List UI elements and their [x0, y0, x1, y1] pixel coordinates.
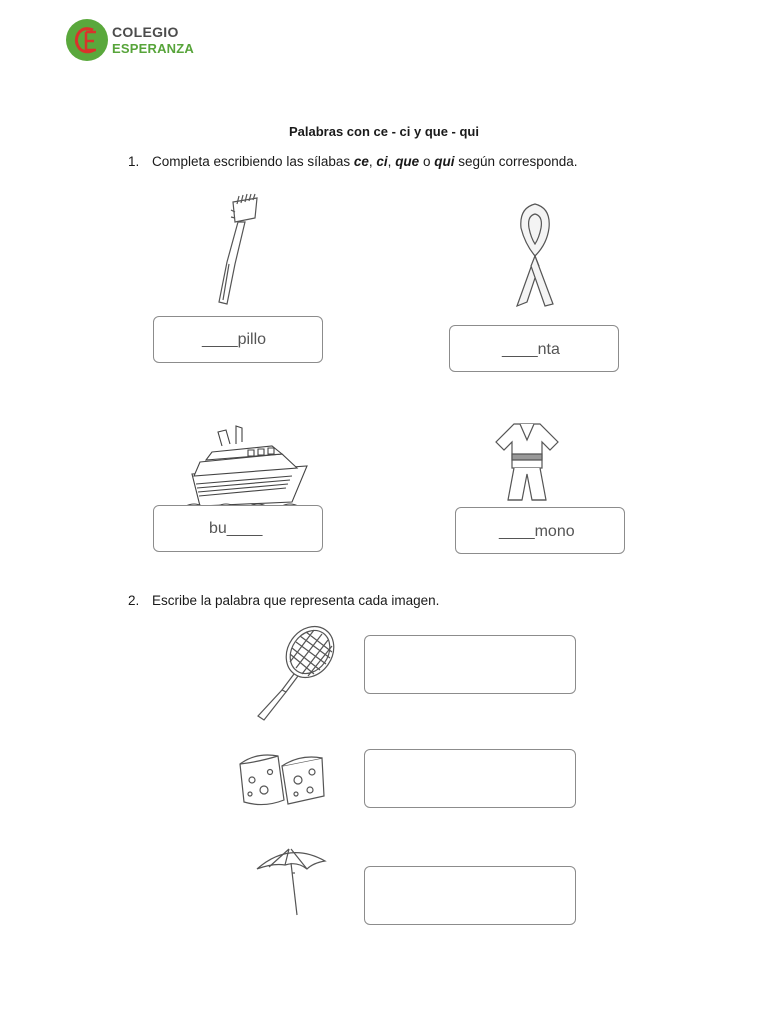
- instruction-text: Escribe la palabra que representa cada imagen.: [152, 593, 440, 608]
- instruction-text-part: Completa escribiendo las sílabas: [152, 154, 354, 169]
- logo-text-esperanza: ESPERANZA: [112, 41, 194, 56]
- instruction-2: [128, 593, 648, 611]
- syllable-ce: ce: [353, 154, 369, 169]
- answer-box-cheese[interactable]: [364, 749, 576, 808]
- instruction-text-part: según corresponda.: [454, 154, 578, 169]
- syllable-que: que: [395, 154, 420, 169]
- answer-box-kimono[interactable]: [455, 507, 625, 554]
- separator: ,: [387, 154, 396, 169]
- answer-box-ship[interactable]: [153, 505, 323, 552]
- worksheet-title: Palabras con ce - ci y que - qui: [288, 124, 479, 139]
- separator: o: [419, 154, 435, 169]
- umbrella-icon: [255, 843, 327, 919]
- word-cepillo: ____pillo: [202, 331, 267, 348]
- logo-monogram-icon: [70, 23, 104, 57]
- answer-box-ribbon[interactable]: [449, 325, 619, 372]
- word-buque: bu____: [209, 520, 263, 537]
- syllable-ci: ci: [376, 154, 388, 169]
- instruction-number: 2.: [128, 593, 140, 608]
- logo-text-colegio: COLEGIO: [112, 24, 179, 40]
- ship-icon: [182, 424, 317, 514]
- kimono-icon: [492, 418, 562, 506]
- racket-icon: [250, 624, 340, 724]
- instruction-text: [152, 154, 578, 169]
- word-kimono: ____mono: [499, 523, 575, 540]
- toothbrush-icon: [205, 192, 265, 307]
- instruction-1: [128, 154, 648, 172]
- ribbon-icon: [505, 198, 565, 310]
- separator: ,: [368, 154, 377, 169]
- answer-box-racket[interactable]: [364, 635, 576, 694]
- school-logo: [66, 19, 196, 65]
- word-cinta: ____nta: [502, 341, 560, 358]
- instruction-number: 1.: [128, 154, 140, 169]
- answer-box-umbrella[interactable]: [364, 866, 576, 925]
- cheese-icon: [236, 750, 328, 808]
- answer-box-toothbrush[interactable]: [153, 316, 323, 363]
- syllable-qui: qui: [434, 154, 455, 169]
